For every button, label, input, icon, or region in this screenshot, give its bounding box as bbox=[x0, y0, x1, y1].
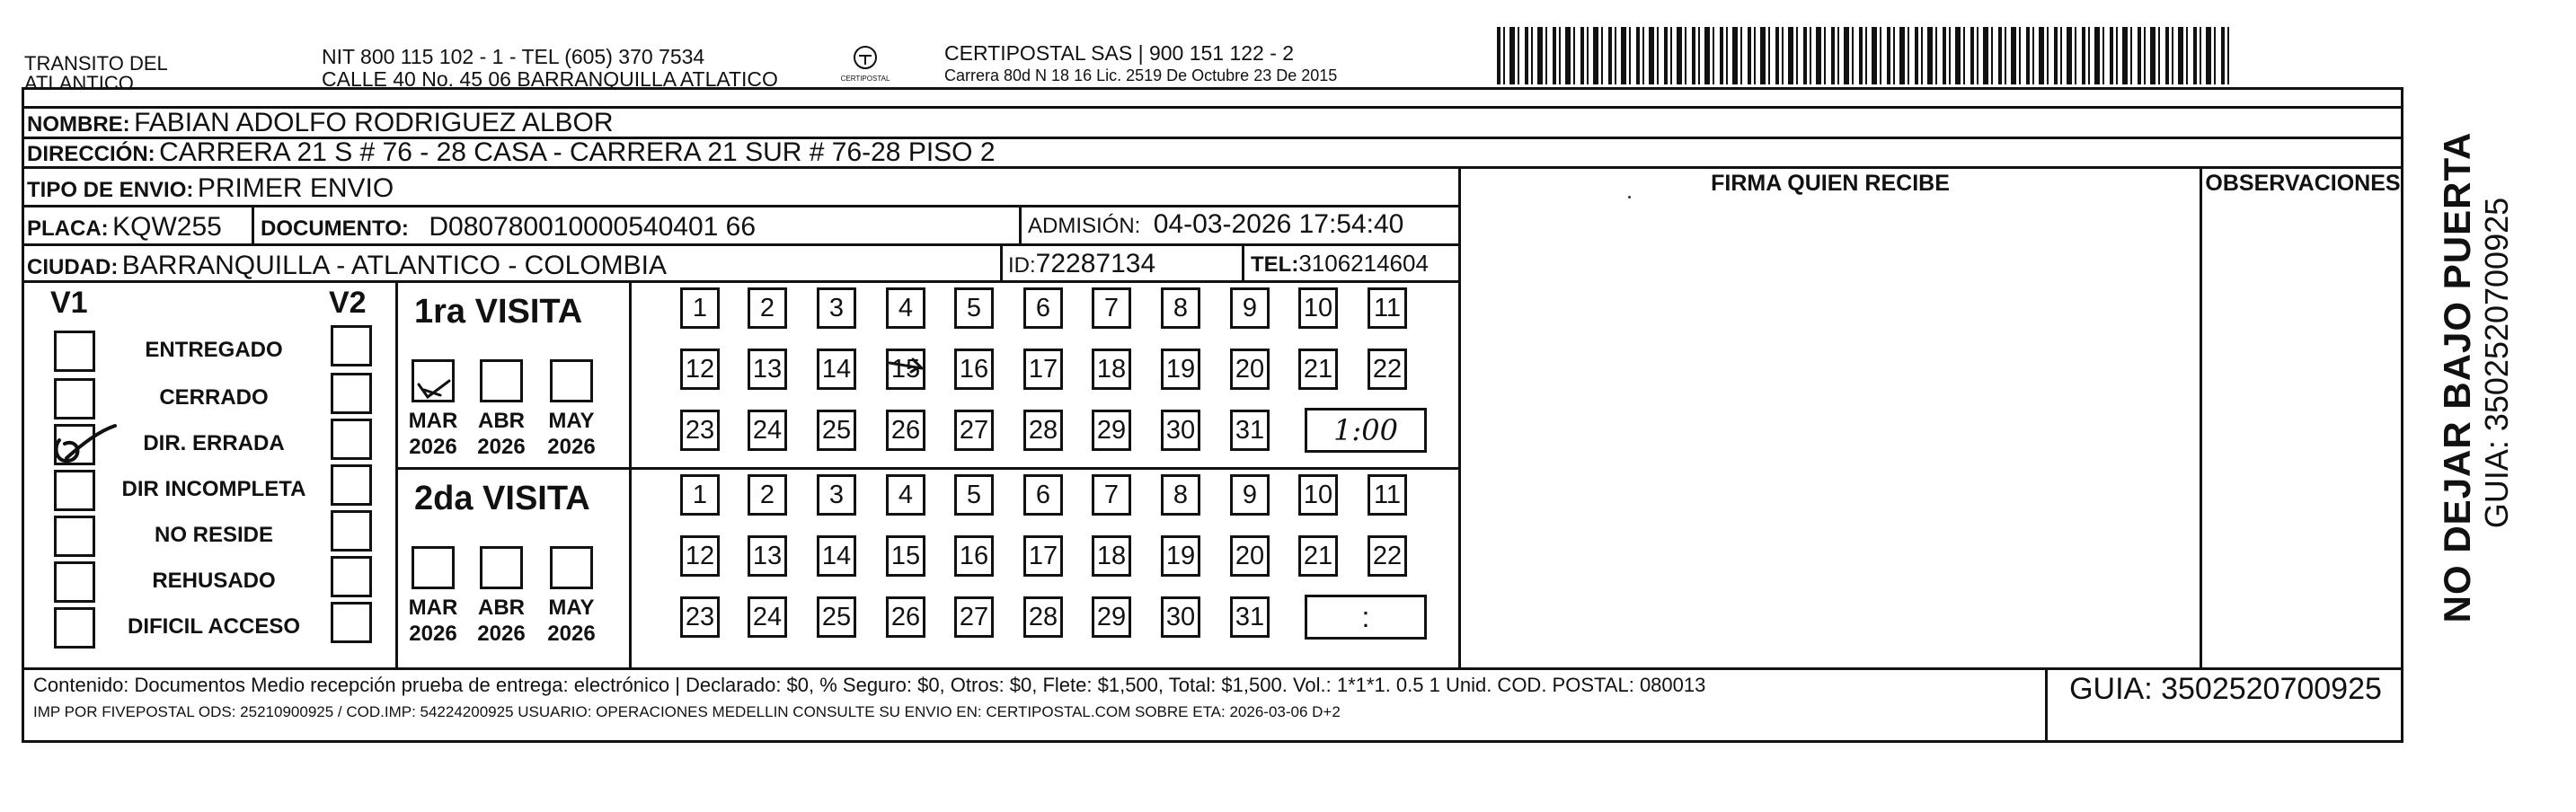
day-box[interactable]: 28 bbox=[1023, 410, 1063, 451]
day-box[interactable]: 2 bbox=[748, 287, 787, 329]
day-box[interactable]: 14 bbox=[817, 349, 856, 390]
carrier-name: CERTIPOSTAL SAS | 900 151 122 - 2 bbox=[944, 41, 1295, 65]
strike-mark-icon bbox=[886, 352, 929, 393]
tipo-envio-row bbox=[27, 173, 394, 204]
status-v1-checkbox[interactable] bbox=[54, 331, 95, 372]
day-box[interactable]: 11 bbox=[1368, 474, 1407, 516]
day-box[interactable]: 17 bbox=[1023, 349, 1063, 390]
day-box[interactable]: 7 bbox=[1092, 474, 1131, 516]
status-v1-checkbox[interactable] bbox=[54, 607, 95, 649]
month-label bbox=[473, 408, 530, 460]
day-box[interactable]: 25 bbox=[817, 410, 856, 451]
guia-side: GUIA: 3502520700925 bbox=[2478, 197, 2515, 529]
nombre-row bbox=[27, 108, 614, 138]
observaciones-header: OBSERVACIONES bbox=[2205, 171, 2401, 196]
day-box[interactable]: 18 bbox=[1092, 535, 1131, 577]
documento-label: DOCUMENTO: bbox=[261, 216, 409, 241]
placa-value: KQW255 bbox=[112, 212, 222, 242]
day-box[interactable]: 13 bbox=[748, 535, 787, 577]
day-box[interactable]: 18 bbox=[1092, 349, 1131, 390]
handwritten-check-icon bbox=[413, 368, 455, 409]
day-box[interactable]: 4 bbox=[886, 474, 925, 516]
day-box[interactable]: 10 bbox=[1298, 287, 1338, 329]
certipostal-logo-text: CERTIPOSTAL bbox=[840, 75, 890, 83]
status-reason-label: DIFICIL ACCESO bbox=[127, 614, 300, 639]
admision-field bbox=[1028, 209, 1403, 240]
day-box[interactable]: 21 bbox=[1298, 349, 1338, 390]
day-box[interactable]: 12 bbox=[680, 535, 720, 577]
status-v2-checkbox[interactable] bbox=[331, 602, 372, 643]
day-box[interactable]: 28 bbox=[1023, 596, 1063, 638]
day-box[interactable]: 31 bbox=[1230, 410, 1270, 451]
status-v1-checkbox[interactable] bbox=[54, 378, 95, 419]
month-label bbox=[404, 595, 462, 647]
month-year: 2026 bbox=[477, 622, 526, 646]
company-line-1: TRANSITO DEL bbox=[24, 52, 168, 75]
day-box[interactable]: 17 bbox=[1023, 535, 1063, 577]
day-box[interactable]: 12 bbox=[680, 349, 720, 390]
company-line-2: ATLANTICO bbox=[24, 72, 134, 94]
id-value: 72287134 bbox=[1035, 249, 1156, 278]
month-checkbox[interactable] bbox=[550, 359, 593, 402]
month-label bbox=[543, 408, 600, 460]
tel-field bbox=[1251, 250, 1429, 278]
month-label bbox=[473, 595, 530, 647]
status-v2-checkbox[interactable] bbox=[331, 510, 372, 552]
day-box[interactable]: 19 bbox=[1161, 535, 1200, 577]
day-box[interactable]: 30 bbox=[1161, 410, 1200, 451]
month-checkbox[interactable] bbox=[412, 546, 455, 589]
status-v1-checkbox[interactable] bbox=[54, 516, 95, 557]
imp-text: IMP POR FIVEPOSTAL ODS: 25210900925 / COD.IMP: 54224200925 USUARIO: OPERACIONES MEDELLIN CONSULTE SU ENVIO EN: CERTIPOSTAL.COM SOBRE ETA: 2026-03-06 D+2 bbox=[33, 703, 1341, 720]
status-v2-checkbox[interactable] bbox=[331, 464, 372, 506]
status-reason-label: DIR INCOMPLETA bbox=[121, 477, 306, 501]
day-box[interactable]: 8 bbox=[1161, 287, 1200, 329]
tel-label: TEL: bbox=[1251, 252, 1299, 277]
month-year: 2026 bbox=[409, 622, 457, 646]
month-year: 2026 bbox=[477, 435, 526, 459]
day-box[interactable]: 31 bbox=[1230, 596, 1270, 638]
day-box[interactable]: 6 bbox=[1023, 287, 1063, 329]
month-label bbox=[543, 595, 600, 647]
admision-value: 04-03-2026 17:54:40 bbox=[1153, 209, 1404, 239]
day-box[interactable]: 30 bbox=[1161, 596, 1200, 638]
day-box[interactable]: 16 bbox=[954, 349, 994, 390]
day-box[interactable]: 26 bbox=[886, 596, 925, 638]
status-v2-checkbox[interactable] bbox=[331, 419, 372, 460]
day-box[interactable]: 5 bbox=[954, 474, 994, 516]
month-label bbox=[404, 408, 462, 460]
company-nit: NIT 800 115 102 - 1 - TEL (605) 370 7534 bbox=[322, 45, 705, 68]
status-v2-checkbox[interactable] bbox=[331, 373, 372, 414]
nombre-value: FABIAN ADOLFO RODRIGUEZ ALBOR bbox=[134, 108, 614, 137]
no-dejar-warning: NO DEJAR BAJO PUERTA bbox=[2436, 131, 2478, 623]
documento-value: D080780010000540401 66 bbox=[429, 212, 757, 242]
status-v1-checkbox[interactable] bbox=[54, 470, 95, 511]
day-box[interactable]: 27 bbox=[954, 410, 994, 451]
admision-label: ADMISIÓN: bbox=[1028, 214, 1141, 238]
day-box[interactable]: 16 bbox=[954, 535, 994, 577]
day-box[interactable]: 3 bbox=[817, 287, 856, 329]
direccion-value: CARRERA 21 S # 76 - 28 CASA - CARRERA 21 SUR # 76-28 PISO 2 bbox=[159, 137, 996, 167]
placa-label: PLACA: bbox=[27, 216, 109, 241]
month-year: 2026 bbox=[409, 435, 457, 459]
status-reason-label: DIR. ERRADA bbox=[143, 431, 285, 455]
day-box[interactable]: 29 bbox=[1092, 410, 1131, 451]
day-box[interactable]: 11 bbox=[1368, 287, 1407, 329]
day-box[interactable]: 7 bbox=[1092, 287, 1131, 329]
month-checkbox[interactable] bbox=[550, 546, 593, 589]
status-reason-label: NO RESIDE bbox=[154, 523, 274, 547]
status-reason-label: CERRADO bbox=[159, 385, 269, 410]
day-box[interactable]: 8 bbox=[1161, 474, 1200, 516]
status-v1-checkbox[interactable] bbox=[54, 561, 95, 603]
day-box[interactable]: 27 bbox=[954, 596, 994, 638]
v2-header: V2 bbox=[329, 286, 367, 320]
status-reason-label: REHUSADO bbox=[152, 569, 276, 593]
day-box[interactable]: 2 bbox=[748, 474, 787, 516]
day-box[interactable]: 25 bbox=[817, 596, 856, 638]
certipostal-logo bbox=[836, 43, 895, 88]
tel-value: 3106214604 bbox=[1298, 250, 1429, 277]
direccion-row bbox=[27, 137, 996, 168]
day-box[interactable]: 15 bbox=[886, 349, 925, 390]
placa-field bbox=[27, 212, 222, 243]
day-box[interactable]: 24 bbox=[748, 596, 787, 638]
day-box[interactable]: 13 bbox=[748, 349, 787, 390]
time-value: : bbox=[1361, 600, 1370, 633]
day-box[interactable]: 3 bbox=[817, 474, 856, 516]
time-box[interactable] bbox=[1305, 408, 1427, 453]
day-box[interactable]: 20 bbox=[1230, 535, 1270, 577]
company-address: CALLE 40 No. 45 06 BARRANQUILLA ATLATICO bbox=[322, 67, 778, 91]
month-name: ABR bbox=[478, 596, 525, 620]
day-box[interactable]: 23 bbox=[680, 410, 720, 451]
day-box[interactable]: 14 bbox=[817, 535, 856, 577]
month-name: MAY bbox=[548, 596, 595, 620]
firma-header: FIRMA QUIEN RECIBE bbox=[1711, 171, 1950, 196]
day-box[interactable]: 24 bbox=[748, 410, 787, 451]
id-label: ID: bbox=[1008, 253, 1036, 278]
month-name: MAY bbox=[548, 409, 595, 433]
day-box[interactable]: 5 bbox=[954, 287, 994, 329]
visit-title: 1ra VISITA bbox=[414, 293, 583, 331]
tipo-envio-label: TIPO DE ENVIO: bbox=[27, 178, 194, 202]
day-box[interactable]: 9 bbox=[1230, 287, 1270, 329]
month-name: ABR bbox=[478, 409, 525, 433]
day-box[interactable]: 4 bbox=[886, 287, 925, 329]
ciudad-value: BARRANQUILLA - ATLANTICO - COLOMBIA bbox=[121, 251, 668, 280]
month-checkbox[interactable] bbox=[480, 359, 523, 402]
documento-field bbox=[261, 212, 756, 243]
day-box[interactable]: 29 bbox=[1092, 596, 1131, 638]
ciudad-field bbox=[27, 251, 667, 281]
nombre-label: NOMBRE: bbox=[27, 112, 130, 137]
day-box[interactable]: 19 bbox=[1161, 349, 1200, 390]
barcode bbox=[1497, 27, 2232, 84]
status-reason-label: ENTREGADO bbox=[145, 338, 283, 362]
carrier-address: Carrera 80d N 18 16 Lic. 2519 De Octubre 23 De 2015 bbox=[944, 66, 1338, 84]
time-value: 1:00 bbox=[1333, 413, 1398, 447]
guia-footer: GUIA: 3502520700925 bbox=[2069, 672, 2382, 706]
month-name: MAR bbox=[408, 596, 458, 620]
ink-dot bbox=[1628, 196, 1631, 199]
month-name: MAR bbox=[408, 409, 458, 433]
month-year: 2026 bbox=[547, 435, 596, 459]
day-box[interactable]: 23 bbox=[680, 596, 720, 638]
day-box[interactable]: 10 bbox=[1298, 474, 1338, 516]
tipo-envio-value: PRIMER ENVIO bbox=[197, 173, 394, 203]
day-box[interactable]: 26 bbox=[886, 410, 925, 451]
ciudad-label: CIUDAD: bbox=[27, 255, 119, 279]
day-box[interactable]: 15 bbox=[886, 535, 925, 577]
status-v2-checkbox[interactable] bbox=[331, 556, 372, 597]
day-box[interactable]: 6 bbox=[1023, 474, 1063, 516]
day-box[interactable]: 21 bbox=[1298, 535, 1338, 577]
month-checkbox[interactable] bbox=[480, 546, 523, 589]
status-v2-checkbox[interactable] bbox=[331, 325, 372, 366]
id-field bbox=[1008, 249, 1155, 279]
v1-header: V1 bbox=[50, 286, 88, 320]
time-box[interactable] bbox=[1305, 595, 1427, 640]
day-box[interactable]: 1 bbox=[680, 287, 720, 329]
direccion-label: DIRECCIÓN: bbox=[27, 142, 155, 166]
visit-title: 2da VISITA bbox=[414, 480, 590, 517]
day-box[interactable]: 9 bbox=[1230, 474, 1270, 516]
month-year: 2026 bbox=[547, 622, 596, 646]
contenido-text: Contenido: Documentos Medio recepción prueba de entrega: electrónico | Declarado: $0, % Seguro: $0, Otros: $0, Flete: $1,500, Total: $1,500. Vol.: 1*1*1. 0.5 1 Unid. COD. POSTAL: 080013 bbox=[33, 674, 1706, 696]
day-box[interactable]: 1 bbox=[680, 474, 720, 516]
day-box[interactable]: 22 bbox=[1368, 535, 1407, 577]
day-box[interactable]: 20 bbox=[1230, 349, 1270, 390]
day-box[interactable]: 22 bbox=[1368, 349, 1407, 390]
